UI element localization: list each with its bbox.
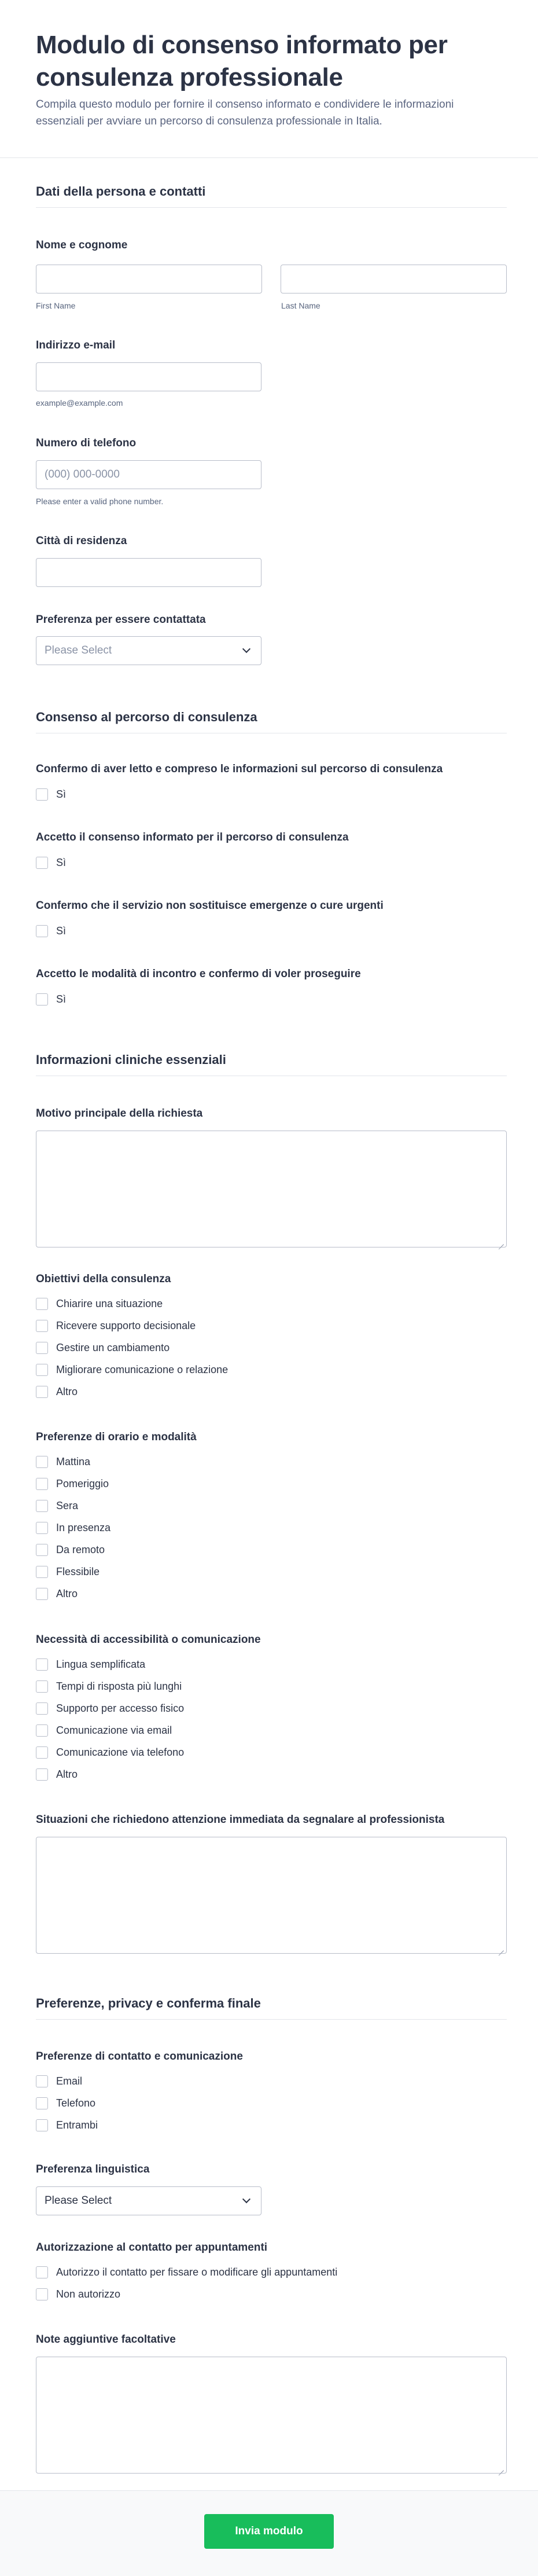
schedule-option[interactable]: Flessibile [36, 1561, 110, 1583]
goal-option[interactable]: Chiarire una situazione [36, 1293, 228, 1315]
schedule-option[interactable]: In presenza [36, 1517, 110, 1539]
checkbox[interactable] [36, 1522, 48, 1534]
goal-option[interactable]: Altro [36, 1381, 228, 1403]
schedule-option[interactable]: Altro [36, 1583, 110, 1605]
consent-q1-yes[interactable]: Sì [36, 783, 66, 805]
checkbox[interactable] [36, 1746, 48, 1759]
urgent-label: Situazioni che richiedono attenzione immediata da segnalare al professionista [36, 1814, 445, 1826]
checkbox[interactable] [36, 2119, 48, 2131]
access-label: Necessità di accessibilità o comunicazione [36, 1634, 261, 1646]
checkbox[interactable] [36, 925, 48, 937]
schedule-options [36, 1451, 110, 1605]
contact-pref-select[interactable] [36, 636, 261, 665]
schedule-label: Preferenze di orario e modalità [36, 1431, 197, 1443]
section-clinical-heading: Informazioni cliniche essenziali [36, 1052, 507, 1076]
consent-q3-label: Confermo che il servizio non sostituisce emergenze o cure urgenti [36, 900, 384, 912]
resize-handle-icon[interactable] [498, 1945, 504, 1951]
submit-button[interactable]: Invia modulo [204, 2514, 334, 2549]
consent-q4-label: Accetto le modalità di incontro e confermo di voler proseguire [36, 968, 361, 980]
consent-q3-yes[interactable]: Sì [36, 920, 66, 942]
goals-options [36, 1293, 228, 1403]
schedule-option[interactable]: Sera [36, 1495, 110, 1517]
checkbox[interactable] [36, 1298, 48, 1310]
access-options [36, 1653, 184, 1785]
checkbox[interactable] [36, 1588, 48, 1600]
checkbox[interactable] [36, 1566, 48, 1578]
access-option[interactable]: Comunicazione via telefono [36, 1741, 184, 1763]
checkbox[interactable] [36, 993, 48, 1006]
auth-label: Autorizzazione al contatto per appuntamenti [36, 2241, 268, 2254]
checkbox[interactable] [36, 1320, 48, 1332]
consent-q2-yes[interactable]: Sì [36, 852, 66, 874]
checkbox[interactable] [36, 1680, 48, 1693]
section-privacy-heading: Preferenze, privacy e conferma finale [36, 1996, 507, 2020]
goals-label: Obiettivi della consulenza [36, 1273, 171, 1285]
notes-label: Note aggiuntive facoltative [36, 2333, 176, 2346]
checkbox[interactable] [36, 1702, 48, 1715]
contact-option[interactable]: Telefono [36, 2092, 98, 2114]
access-option[interactable]: Lingua semplificata [36, 1653, 184, 1675]
contact-pref-label: Preferenza per essere contattata [36, 614, 206, 626]
schedule-option[interactable]: Da remoto [36, 1539, 110, 1561]
checkbox[interactable] [36, 1456, 48, 1468]
checkbox[interactable] [36, 1364, 48, 1376]
checkbox[interactable] [36, 1478, 48, 1490]
phone-input[interactable]: (000) 000-0000 [36, 460, 261, 489]
email-input[interactable] [36, 362, 261, 391]
access-option[interactable]: Altro [36, 1763, 184, 1785]
schedule-option[interactable]: Mattina [36, 1451, 110, 1473]
checkbox[interactable] [36, 1544, 48, 1556]
auth-options [36, 2261, 337, 2305]
phone-sublabel: Please enter a valid phone number. [36, 497, 164, 506]
access-option[interactable]: Tempi di risposta più lunghi [36, 1675, 184, 1697]
schedule-option[interactable]: Pomeriggio [36, 1473, 110, 1495]
language-label: Preferenza linguistica [36, 2163, 150, 2175]
checkbox[interactable] [36, 1386, 48, 1398]
checkbox[interactable] [36, 1658, 48, 1671]
goal-option[interactable]: Migliorare comunicazione o relazione [36, 1359, 228, 1381]
contact-pref-comm-label: Preferenze di contatto e comunicazione [36, 2050, 243, 2063]
checkbox[interactable] [36, 1342, 48, 1354]
chevron-down-icon [242, 645, 250, 653]
checkbox[interactable] [36, 2266, 48, 2278]
form-header [0, 0, 538, 158]
city-input[interactable] [36, 558, 261, 587]
form-subtitle: Compila questo modulo per fornire il consenso informato e condividere le informazioni essenziali per avviare un percorso di consulenza professionale in Italia. [36, 98, 454, 127]
checkbox[interactable] [36, 2075, 48, 2087]
language-select[interactable] [36, 2186, 261, 2215]
checkbox[interactable] [36, 2288, 48, 2300]
contact-option[interactable]: Entrambi [36, 2114, 98, 2136]
auth-option[interactable]: Autorizzo il contatto per fissare o modificare gli appuntamenti [36, 2261, 337, 2283]
consent-q4-yes[interactable]: Sì [36, 988, 66, 1010]
last-name-sublabel: Last Name [281, 301, 320, 310]
checkbox[interactable] [36, 1500, 48, 1512]
section-consent-heading: Consenso al percorso di consulenza [36, 710, 507, 733]
first-name-input[interactable] [36, 265, 262, 293]
urgent-textarea[interactable] [36, 1837, 507, 1954]
consent-q1-label: Confermo di aver letto e compreso le informazioni sul percorso di consulenza [36, 763, 443, 775]
section-personal-heading: Dati della persona e contatti [36, 184, 507, 208]
resize-handle-icon[interactable] [498, 2465, 504, 2471]
language-value: Please Select [45, 2195, 112, 2207]
access-option[interactable]: Supporto per accesso fisico [36, 1697, 184, 1719]
checkbox[interactable] [36, 2097, 48, 2109]
form-footer [0, 2490, 538, 2576]
reason-textarea[interactable] [36, 1131, 507, 1247]
goal-option[interactable]: Ricevere supporto decisionale [36, 1315, 228, 1337]
chevron-down-icon [242, 2195, 250, 2203]
first-name-sublabel: First Name [36, 301, 76, 310]
checkbox[interactable] [36, 1768, 48, 1781]
checkbox[interactable] [36, 1724, 48, 1737]
access-option[interactable]: Comunicazione via email [36, 1719, 184, 1741]
phone-label: Numero di telefono [36, 437, 137, 449]
contact-pref-value: Please Select [45, 644, 112, 656]
form-title: Modulo di consenso informato per consulenza professionale [36, 31, 448, 91]
name-label: Nome e cognome [36, 239, 128, 251]
auth-option[interactable]: Non autorizzo [36, 2283, 337, 2305]
email-sublabel: example@example.com [36, 398, 123, 408]
city-label: Città di residenza [36, 535, 127, 547]
consent-q2-label: Accetto il consenso informato per il percorso di consulenza [36, 831, 349, 843]
checkbox[interactable] [36, 788, 48, 801]
checkbox[interactable] [36, 857, 48, 869]
resize-handle-icon[interactable] [498, 1239, 504, 1245]
contact-options [36, 2070, 98, 2136]
goal-option[interactable]: Gestire un cambiamento [36, 1337, 228, 1359]
reason-label: Motivo principale della richiesta [36, 1107, 203, 1120]
contact-option[interactable]: Email [36, 2070, 98, 2092]
notes-textarea[interactable] [36, 2357, 507, 2474]
last-name-input[interactable] [281, 265, 507, 293]
email-label: Indirizzo e-mail [36, 339, 116, 351]
